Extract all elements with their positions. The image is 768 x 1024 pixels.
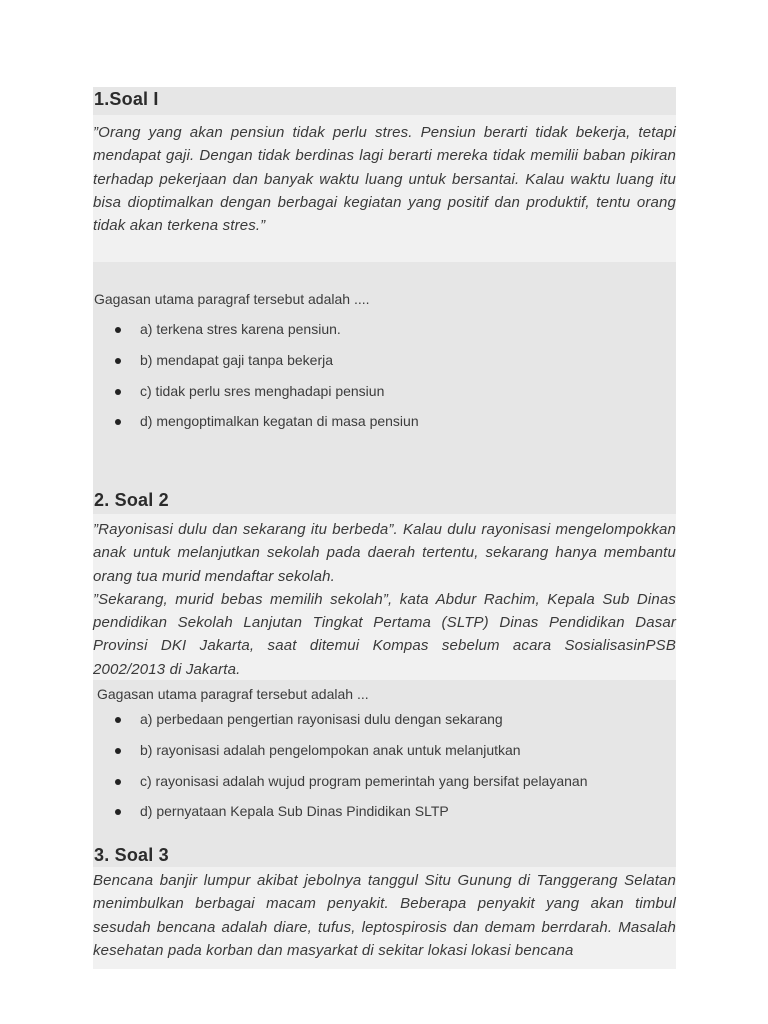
question-1-prompt: Gagasan utama paragraf tersebut adalah .... <box>94 291 370 307</box>
passage-3-paragraph: Bencana banjir lumpur akibat jebolnya tanggul Situ Gunung di Tanggerang Selatan menimbulkan berbagai macam penyakit. Beberapa penyakit yang akan timbul sesudah bencana adalah diare, tufus, leptospirosis dan demam berrdarah. Masalah kesehatan pada korban dan masyarkat di sekitar lokasi lokasi bencana <box>93 872 676 959</box>
option-item <box>93 406 676 437</box>
option-text: a) terkena stres karena pensiun. <box>140 321 341 337</box>
option-item <box>93 345 676 376</box>
option-text: c) rayonisasi adalah wujud program pemerintah yang bersifat pelayanan <box>140 772 588 789</box>
option-text: b) rayonisasi adalah pengelompokan anak untuk melanjutkan <box>140 741 521 758</box>
passage-1-paragraph: ”Orang yang akan pensiun tidak perlu stres. Pensiun berarti tidak bekerja, tetapi mendapat gaji. Dengan tidak berdinas lagi berarti mereka tidak memilii baban pikiran terhadap pekerjaan dan banyak waktu luang untuk bersantai. Kalau waktu luang itu bisa dioptimalkan dengan berbagai kegiatan yang positif dan produktif, tentu orang tidak akan terkena stres.” <box>93 124 676 235</box>
section-heading-2: 2. Soal 2 <box>93 489 676 514</box>
question-2-prompt: Gagasan utama paragraf tersebut adalah ... <box>97 686 369 702</box>
question-2-options <box>93 704 676 827</box>
option-item <box>93 704 676 735</box>
document-content <box>93 87 676 969</box>
option-text: d) pernyataan Kepala Sub Dinas Pindidikan SLTP <box>140 803 449 820</box>
bullet-icon <box>115 327 121 333</box>
bullet-icon <box>115 809 121 815</box>
bullet-icon <box>115 779 121 785</box>
bullet-icon <box>115 717 121 723</box>
option-item <box>93 376 676 407</box>
option-item <box>93 796 676 827</box>
question-1-options <box>93 314 676 437</box>
section-heading-3: 3. Soal 3 <box>93 837 676 867</box>
section-heading-1: 1.Soal I <box>93 87 676 115</box>
question-block-2 <box>93 680 676 837</box>
option-text: c) tidak perlu sres menghadapi pensiun <box>140 382 385 399</box>
bullet-icon <box>115 748 121 754</box>
option-item <box>93 735 676 766</box>
option-text: a) perbedaan pengertian rayonisasi dulu dengan sekarang <box>140 711 503 727</box>
passage-2-paragraph-2: ”Sekarang, murid bebas memilih sekolah”, kata Abdur Rachim, Kepala Sub Dinas pendidikan Sekolah Lanjutan Tingkat Pertama (SLTP) Dinas Pendidikan Dasar Provinsi DKI Jakarta, saat ditemui Kompas sebelum acara SosialisasinPSB 2002/2013 di Jakarta. <box>93 590 676 678</box>
passage-1 <box>93 115 676 262</box>
question-block-1 <box>93 262 676 489</box>
bullet-icon <box>115 358 121 364</box>
option-item <box>93 314 676 345</box>
bullet-icon <box>115 389 121 395</box>
bullet-icon <box>115 419 121 425</box>
option-item <box>93 766 676 797</box>
passage-3 <box>93 867 676 969</box>
option-text: d) mengoptimalkan kegatan di masa pensiun <box>140 413 419 430</box>
passage-2 <box>93 514 676 680</box>
option-text: b) mendapat gaji tanpa bekerja <box>140 351 334 368</box>
passage-2-paragraph-1: ”Rayonisasi dulu dan sekarang itu berbeda”. Kalau dulu rayonisasi mengelompokkan anak untuk melanjutkan sekolah pada daerah tertentu, sekarang hanya membantu orang tua murid mendaftar sekolah. <box>93 521 676 585</box>
